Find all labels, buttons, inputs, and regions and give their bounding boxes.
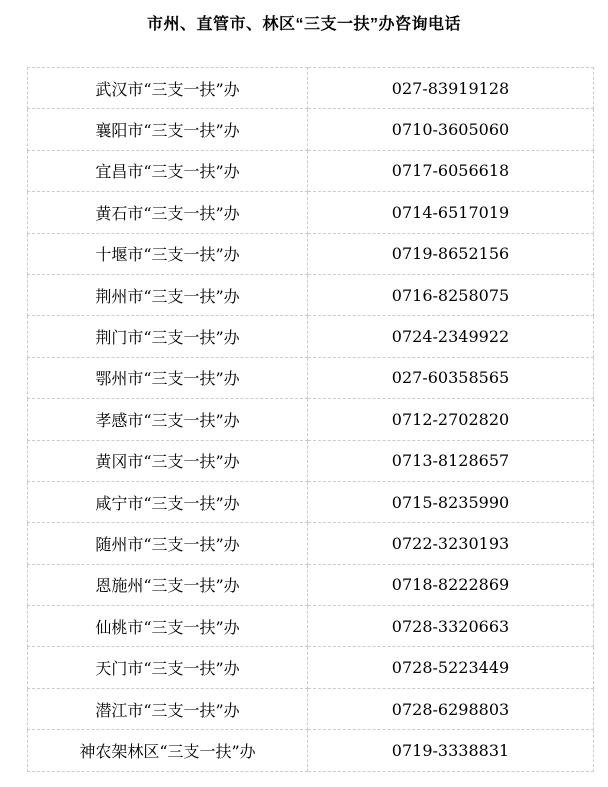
office-cell: 孝感市“三支一扶”办 (28, 399, 308, 440)
table-row (28, 523, 594, 564)
table-row (28, 150, 594, 191)
phone-cell: 0717-6056618 (308, 150, 594, 191)
phone-cell: 0724-2349922 (308, 316, 594, 357)
phone-cell: 0716-8258075 (308, 274, 594, 315)
office-cell: 荆门市“三支一扶”办 (28, 316, 308, 357)
table-row (28, 399, 594, 440)
office-cell: 宜昌市“三支一扶”办 (28, 150, 308, 191)
table-row (28, 316, 594, 357)
phone-cell: 0728-6298803 (308, 688, 594, 729)
table-row (28, 109, 594, 150)
table-row (28, 68, 594, 109)
table-row (28, 233, 594, 274)
phone-cell: 0715-8235990 (308, 481, 594, 522)
office-cell: 神农架林区“三支一扶”办 (28, 730, 308, 771)
office-cell: 潜江市“三支一扶”办 (28, 688, 308, 729)
office-cell: 荆州市“三支一扶”办 (28, 274, 308, 315)
phone-cell: 0719-3338831 (308, 730, 594, 771)
phone-cell: 0713-8128657 (308, 440, 594, 481)
office-cell: 黄冈市“三支一扶”办 (28, 440, 308, 481)
phone-cell: 0714-6517019 (308, 192, 594, 233)
table-row (28, 274, 594, 315)
table-row (28, 440, 594, 481)
phone-cell: 027-60358565 (308, 357, 594, 398)
office-cell: 襄阳市“三支一扶”办 (28, 109, 308, 150)
office-cell: 十堰市“三支一扶”办 (28, 233, 308, 274)
table-row (28, 688, 594, 729)
phone-cell: 0710-3605060 (308, 109, 594, 150)
office-cell: 仙桃市“三支一扶”办 (28, 606, 308, 647)
table-row (28, 192, 594, 233)
table-row (28, 564, 594, 605)
table-row (28, 481, 594, 522)
table-row (28, 730, 594, 771)
office-cell: 恩施州“三支一扶”办 (28, 564, 308, 605)
phone-cell: 0728-3320663 (308, 606, 594, 647)
phone-cell: 027-83919128 (308, 68, 594, 109)
office-cell: 武汉市“三支一扶”办 (28, 68, 308, 109)
office-cell: 鄂州市“三支一扶”办 (28, 357, 308, 398)
phone-cell: 0712-2702820 (308, 399, 594, 440)
phone-cell: 0719-8652156 (308, 233, 594, 274)
page-title: 市州、直管市、林区“三支一扶”办咨询电话 (146, 16, 461, 33)
office-cell: 咸宁市“三支一扶”办 (28, 481, 308, 522)
table-row (28, 606, 594, 647)
phone-table (27, 67, 594, 772)
phone-table-body (28, 68, 594, 772)
office-cell: 黄石市“三支一扶”办 (28, 192, 308, 233)
phone-cell: 0722-3230193 (308, 523, 594, 564)
office-cell: 随州市“三支一扶”办 (28, 523, 308, 564)
table-row (28, 647, 594, 688)
table-row (28, 357, 594, 398)
office-cell: 天门市“三支一扶”办 (28, 647, 308, 688)
phone-cell: 0728-5223449 (308, 647, 594, 688)
phone-cell: 0718-8222869 (308, 564, 594, 605)
